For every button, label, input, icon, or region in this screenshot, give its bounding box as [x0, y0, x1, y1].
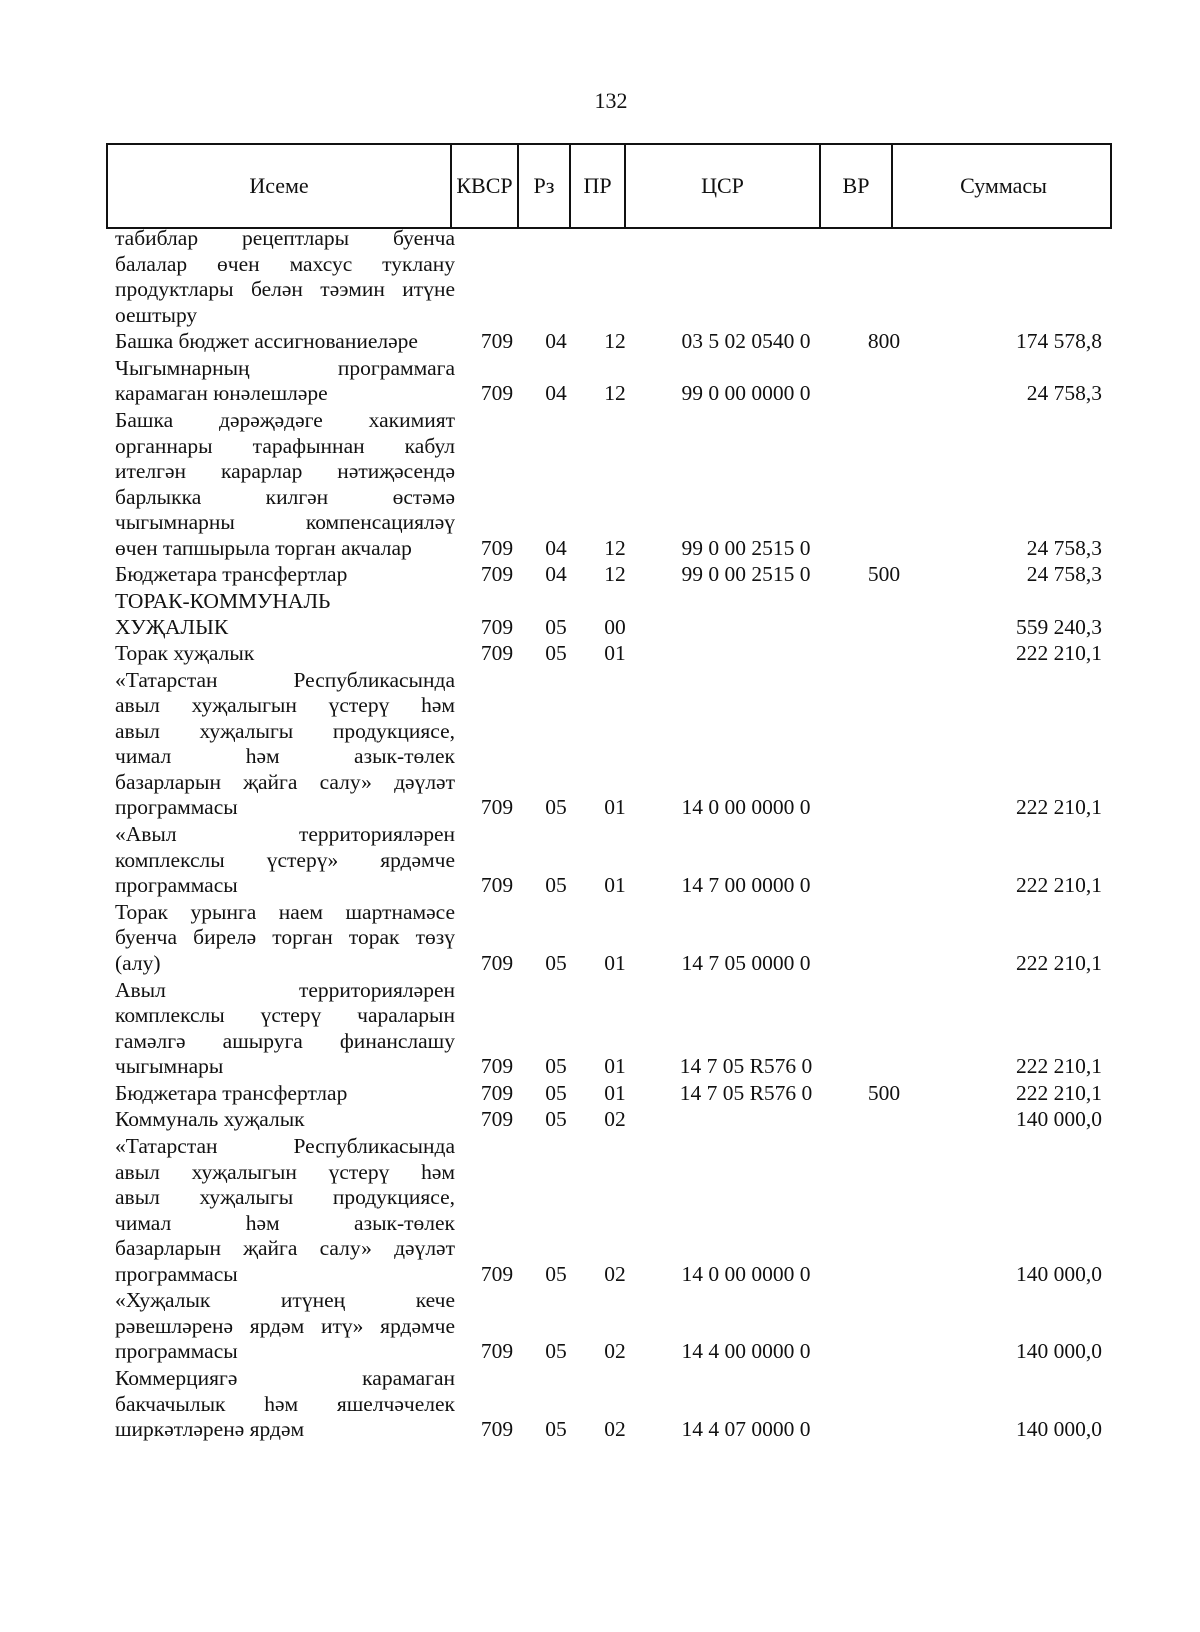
row-sum: 140 000,0	[1016, 1339, 1102, 1364]
row-name	[115, 1107, 455, 1133]
row-name-line: чимал һәм азык-төлек	[115, 1210, 455, 1235]
row-name-line: балалар өчен махсус туклану	[115, 251, 455, 276]
row-rz: 05	[545, 873, 567, 898]
row-name	[115, 668, 455, 821]
header-pr: ПР	[569, 145, 624, 227]
row-name	[115, 356, 455, 407]
row-pr: 02	[604, 1107, 626, 1132]
row-pr: 01	[604, 873, 626, 898]
row-pr: 12	[604, 535, 626, 560]
header-sum: Суммасы	[891, 145, 1114, 227]
row-name	[115, 641, 455, 667]
row-rz: 05	[545, 1080, 567, 1105]
row-kvsr: 709	[480, 873, 514, 898]
row-name	[115, 1081, 455, 1107]
row-name-line: карамаган юнәлешләре	[115, 381, 328, 406]
row-csr: 03 5 02 0540 0	[681, 329, 811, 354]
row-name-line: программасы	[115, 873, 238, 898]
row-pr: 02	[604, 1417, 626, 1441]
row-rz: 04	[545, 381, 567, 406]
row-kvsr: 709	[480, 1417, 514, 1441]
row-kvsr: 709	[480, 381, 514, 406]
row-pr: 01	[604, 795, 626, 820]
row-rz: 05	[545, 641, 567, 666]
row-name-line: барлыкка килгән өстәмә	[115, 484, 455, 509]
row-sum: 222 210,1	[1016, 641, 1102, 666]
row-name-line: авыл хуҗалыгы продукциясе,	[115, 718, 455, 743]
row-csr: 99 0 00 0000 0	[681, 381, 811, 406]
row-name-line: Коммуналь хуҗалык	[115, 1107, 305, 1132]
row-name-line: Башка дәрәҗәдәге хакимият	[115, 408, 455, 433]
row-kvsr: 709	[480, 795, 514, 820]
row-csr: 14 0 00 0000 0	[681, 795, 811, 820]
row-name-line: табиблар рецептлары буенча	[115, 226, 455, 250]
header-rz: Рз	[517, 145, 569, 227]
row-csr: 14 7 05 0000 0	[681, 950, 811, 975]
row-name-line: ширкәтләренә ярдәм	[115, 1417, 305, 1441]
row-name-line: рәвешләренә ярдәм итү» ярдәмче	[115, 1313, 455, 1338]
row-pr: 01	[604, 1080, 626, 1105]
row-rz: 05	[545, 1417, 567, 1441]
row-name-line: Бюджетара трансфертлар	[115, 562, 348, 587]
row-name	[115, 329, 455, 355]
row-kvsr: 709	[480, 1107, 514, 1132]
row-sum: 140 000,0	[1016, 1107, 1102, 1132]
row-rz: 04	[545, 562, 567, 587]
row-csr: 14 4 00 0000 0	[681, 1339, 811, 1364]
row-name-line: программасы	[115, 795, 238, 820]
row-name-line: Чыгымнарның программага	[115, 355, 455, 380]
row-name-line: (алу)	[115, 950, 161, 975]
row-pr: 12	[604, 381, 626, 406]
row-sum: 222 210,1	[1016, 795, 1102, 820]
row-sum: 24 758,3	[1026, 381, 1102, 406]
row-name-line: Авыл территорияләрен	[115, 977, 455, 1002]
row-name	[115, 408, 455, 561]
row-name-line: гамәлгә ашыруга финанслашу	[115, 1028, 455, 1053]
row-kvsr: 709	[480, 614, 514, 639]
row-kvsr: 709	[480, 1339, 514, 1364]
page-number: 132	[594, 88, 628, 113]
row-name	[115, 589, 455, 640]
row-pr: 01	[604, 641, 626, 666]
row-csr: 14 4 07 0000 0	[681, 1417, 811, 1441]
row-kvsr: 709	[480, 562, 514, 587]
row-name-line: авыл хуҗалыгын үстерү һәм	[115, 1159, 455, 1184]
row-sum: 222 210,1	[1016, 1080, 1102, 1105]
row-name-line: өчен тапшырыла торган акчалар	[115, 535, 412, 560]
row-name-line: чыгымнары	[115, 1054, 224, 1078]
row-name-line: чимал һәм азык-төлек	[115, 744, 455, 769]
row-name-line: буенча бирелә торган торак төзү	[115, 925, 455, 950]
row-csr: 14 7 00 0000 0	[681, 873, 811, 898]
header-vr: ВР	[819, 145, 891, 227]
row-name	[115, 1366, 455, 1443]
row-vr: 500	[867, 1080, 901, 1105]
row-csr: 99 0 00 2515 0	[681, 562, 811, 587]
row-csr: 14 0 00 0000 0	[681, 1261, 811, 1286]
row-name-line: Бюджетара трансфертлар	[115, 1080, 348, 1105]
row-sum: 222 210,1	[1016, 873, 1102, 898]
row-name-line: программасы	[115, 1261, 238, 1286]
row-name	[115, 822, 455, 899]
row-kvsr: 709	[480, 535, 514, 560]
row-rz: 05	[545, 795, 567, 820]
row-rz: 05	[545, 1107, 567, 1132]
row-name-line: чыгымнарны компенсацияләү	[115, 510, 455, 535]
row-name	[115, 226, 455, 328]
row-name-line: оештыру	[115, 302, 198, 327]
row-kvsr: 709	[480, 1054, 514, 1078]
row-rz: 05	[545, 614, 567, 639]
row-kvsr: 709	[480, 1080, 514, 1105]
row-kvsr: 709	[480, 329, 514, 354]
row-name	[115, 1134, 455, 1287]
row-pr: 00	[604, 614, 626, 639]
row-name-line: комплекслы үстерү» ярдәмче	[115, 847, 455, 872]
row-sum: 222 210,1	[1016, 950, 1102, 975]
row-rz: 05	[545, 950, 567, 975]
row-name	[115, 1288, 455, 1365]
row-name-line: ХУҖАЛЫК	[115, 614, 229, 639]
row-name-line: Торак хуҗалык	[115, 641, 255, 666]
row-pr: 02	[604, 1261, 626, 1286]
row-rz: 04	[545, 329, 567, 354]
row-name-line: Башка бюджет ассигнованиеләре	[115, 329, 418, 354]
row-name-line: органнары тарафыннан кабул	[115, 433, 455, 458]
row-name	[115, 978, 455, 1080]
row-name-line: авыл хуҗалыгы продукциясе,	[115, 1185, 455, 1210]
row-name-line: авыл хуҗалыгын үстерү һәм	[115, 693, 455, 718]
row-name-line: ителгән карарлар нәтиҗәсендә	[115, 459, 455, 484]
row-pr: 12	[604, 562, 626, 587]
row-kvsr: 709	[480, 641, 514, 666]
row-name-line: «Татарстан Республикасында	[115, 667, 455, 692]
row-csr: 14 7 05 R576 0	[679, 1054, 813, 1078]
row-sum: 140 000,0	[1016, 1261, 1102, 1286]
row-kvsr: 709	[480, 950, 514, 975]
row-name-line: «Татарстан Республикасында	[115, 1134, 455, 1159]
row-rz: 04	[545, 535, 567, 560]
row-pr: 01	[604, 950, 626, 975]
row-name-line: комплекслы үстерү чараларын	[115, 1003, 455, 1027]
row-name-line: продуктлары белән тәэмин итүне	[115, 277, 455, 301]
row-sum: 24 758,3	[1026, 562, 1102, 587]
row-name-line: «Хуҗалык итүнең кече	[115, 1288, 455, 1313]
row-sum: 222 210,1	[1016, 1054, 1102, 1078]
row-name-line: программасы	[115, 1339, 238, 1364]
row-pr: 02	[604, 1339, 626, 1364]
row-name-line: базарларын җайга салу» дәүләт	[115, 1236, 455, 1261]
row-sum: 174 578,8	[1016, 329, 1102, 354]
row-name-line: Коммерциягә карамаган	[115, 1366, 455, 1390]
row-name-line: базарларын җайга салу» дәүләт	[115, 769, 455, 794]
row-kvsr: 709	[480, 1261, 514, 1286]
row-name	[115, 562, 455, 588]
row-name	[115, 900, 455, 977]
row-csr: 99 0 00 2515 0	[681, 535, 811, 560]
row-sum: 140 000,0	[1016, 1417, 1102, 1441]
header-csr: ЦСР	[624, 145, 819, 227]
header-kvsr: КВСР	[450, 145, 517, 227]
row-sum: 559 240,3	[1016, 614, 1102, 639]
row-name-line: «Авыл территорияләрен	[115, 822, 455, 847]
row-name-line: бакчачылык һәм яшелчәчелек	[115, 1391, 455, 1416]
row-name-line: ТОРАК-КОММУНАЛЬ	[115, 589, 331, 613]
row-csr: 14 7 05 R576 0	[679, 1080, 813, 1105]
row-rz: 05	[545, 1339, 567, 1364]
row-rz: 05	[545, 1261, 567, 1286]
row-sum: 24 758,3	[1026, 535, 1102, 560]
header-name: Исеме	[249, 173, 309, 198]
row-pr: 01	[604, 1054, 626, 1078]
row-pr: 12	[604, 329, 626, 354]
row-rz: 05	[545, 1054, 567, 1078]
row-vr: 800	[867, 329, 901, 354]
row-name-line: Торак урынга наем шартнамәсе	[115, 899, 455, 924]
row-vr: 500	[867, 562, 901, 587]
